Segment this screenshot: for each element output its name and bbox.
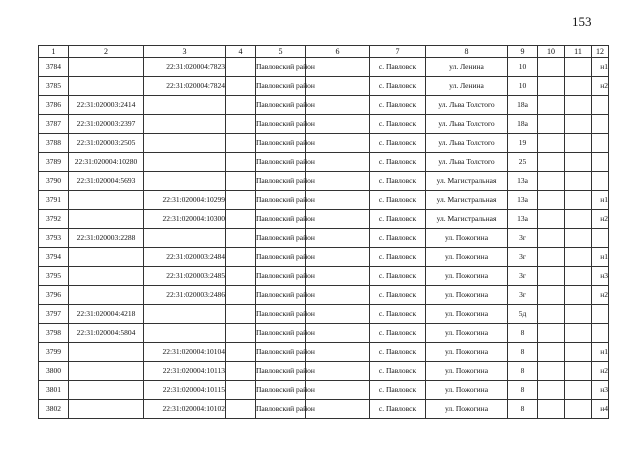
row-number: 3792 bbox=[39, 210, 69, 229]
row-number: 3794 bbox=[39, 248, 69, 267]
land-cadastral-number: 22:31:020004:4218 bbox=[69, 305, 144, 324]
table-row bbox=[39, 324, 609, 343]
house-number: 3г bbox=[508, 248, 538, 267]
empty-cell bbox=[226, 191, 256, 210]
district-name: Павловский район bbox=[256, 248, 306, 267]
building-cadastral-number bbox=[144, 172, 226, 191]
empty-cell bbox=[538, 362, 565, 381]
premises-number bbox=[592, 153, 609, 172]
land-cadastral-number bbox=[69, 381, 144, 400]
table-row bbox=[39, 191, 609, 210]
table-row bbox=[39, 248, 609, 267]
land-cadastral-number: 22:31:020003:2414 bbox=[69, 96, 144, 115]
table-row bbox=[39, 229, 609, 248]
table-row bbox=[39, 362, 609, 381]
land-cadastral-number bbox=[69, 362, 144, 381]
land-cadastral-number: 22:31:020004:5804 bbox=[69, 324, 144, 343]
empty-cell bbox=[306, 210, 370, 229]
row-number: 3791 bbox=[39, 191, 69, 210]
house-number: 13а bbox=[508, 172, 538, 191]
district-name: Павловский район bbox=[256, 58, 306, 77]
table-row bbox=[39, 58, 609, 77]
empty-cell bbox=[565, 305, 592, 324]
column-header: 8 bbox=[426, 46, 508, 58]
empty-cell bbox=[565, 58, 592, 77]
premises-number bbox=[592, 229, 609, 248]
empty-cell bbox=[565, 324, 592, 343]
street-name: ул. Магистральная bbox=[426, 191, 508, 210]
street-name: ул. Магистральная bbox=[426, 172, 508, 191]
table-row bbox=[39, 115, 609, 134]
street-name: ул. Ленина bbox=[426, 58, 508, 77]
land-cadastral-number: 22:31:020003:2505 bbox=[69, 134, 144, 153]
house-number: 18а bbox=[508, 115, 538, 134]
house-number: 3г bbox=[508, 267, 538, 286]
land-cadastral-number bbox=[69, 267, 144, 286]
district-name: Павловский район bbox=[256, 305, 306, 324]
building-cadastral-number: 22:31:020004:10104 bbox=[144, 343, 226, 362]
district-name: Павловский район bbox=[256, 267, 306, 286]
premises-number bbox=[592, 172, 609, 191]
empty-cell bbox=[538, 210, 565, 229]
premises-number: н3 bbox=[592, 267, 609, 286]
district-name: Павловский район bbox=[256, 286, 306, 305]
row-number: 3799 bbox=[39, 343, 69, 362]
settlement-name: с. Павловск bbox=[370, 191, 426, 210]
empty-cell bbox=[538, 96, 565, 115]
empty-cell bbox=[306, 286, 370, 305]
premises-number bbox=[592, 305, 609, 324]
building-cadastral-number bbox=[144, 229, 226, 248]
building-cadastral-number bbox=[144, 153, 226, 172]
district-name: Павловский район bbox=[256, 343, 306, 362]
district-name: Павловский район bbox=[256, 115, 306, 134]
empty-cell bbox=[226, 58, 256, 77]
house-number: 5д bbox=[508, 305, 538, 324]
settlement-name: с. Павловск bbox=[370, 400, 426, 419]
empty-cell bbox=[226, 286, 256, 305]
table-row bbox=[39, 267, 609, 286]
empty-cell bbox=[565, 267, 592, 286]
house-number: 10 bbox=[508, 77, 538, 96]
building-cadastral-number: 22:31:020003:2485 bbox=[144, 267, 226, 286]
row-number: 3786 bbox=[39, 96, 69, 115]
empty-cell bbox=[306, 96, 370, 115]
header-row bbox=[39, 46, 609, 58]
premises-number: н2 bbox=[592, 286, 609, 305]
settlement-name: с. Павловск bbox=[370, 248, 426, 267]
empty-cell bbox=[565, 115, 592, 134]
street-name: ул. Пожогина bbox=[426, 267, 508, 286]
building-cadastral-number: 22:31:020004:10300 bbox=[144, 210, 226, 229]
empty-cell bbox=[226, 362, 256, 381]
premises-number bbox=[592, 324, 609, 343]
empty-cell bbox=[226, 324, 256, 343]
empty-cell bbox=[538, 229, 565, 248]
empty-cell bbox=[538, 400, 565, 419]
house-number: 25 bbox=[508, 153, 538, 172]
row-number: 3797 bbox=[39, 305, 69, 324]
column-header: 11 bbox=[565, 46, 592, 58]
empty-cell bbox=[226, 400, 256, 419]
house-number: 19 bbox=[508, 134, 538, 153]
table-row bbox=[39, 305, 609, 324]
empty-cell bbox=[538, 134, 565, 153]
land-cadastral-number bbox=[69, 210, 144, 229]
empty-cell bbox=[226, 267, 256, 286]
row-number: 3801 bbox=[39, 381, 69, 400]
empty-cell bbox=[306, 324, 370, 343]
empty-cell bbox=[306, 381, 370, 400]
settlement-name: с. Павловск bbox=[370, 115, 426, 134]
district-name: Павловский район bbox=[256, 172, 306, 191]
empty-cell bbox=[538, 267, 565, 286]
column-header: 5 bbox=[256, 46, 306, 58]
street-name: ул. Льва Толстого bbox=[426, 96, 508, 115]
page-number: 153 bbox=[572, 14, 592, 29]
empty-cell bbox=[565, 96, 592, 115]
building-cadastral-number bbox=[144, 134, 226, 153]
row-number: 3795 bbox=[39, 267, 69, 286]
premises-number: н3 bbox=[592, 381, 609, 400]
premises-number bbox=[592, 134, 609, 153]
premises-number: н4 bbox=[592, 400, 609, 419]
land-cadastral-number bbox=[69, 58, 144, 77]
empty-cell bbox=[538, 343, 565, 362]
table-row bbox=[39, 77, 609, 96]
district-name: Павловский район bbox=[256, 229, 306, 248]
street-name: ул. Льва Толстого bbox=[426, 115, 508, 134]
premises-number: н1 bbox=[592, 191, 609, 210]
table-row bbox=[39, 343, 609, 362]
table-row bbox=[39, 381, 609, 400]
empty-cell bbox=[565, 362, 592, 381]
row-number: 3789 bbox=[39, 153, 69, 172]
empty-cell bbox=[565, 286, 592, 305]
settlement-name: с. Павловск bbox=[370, 305, 426, 324]
empty-cell bbox=[565, 172, 592, 191]
house-number: 13а bbox=[508, 191, 538, 210]
premises-number bbox=[592, 115, 609, 134]
empty-cell bbox=[538, 77, 565, 96]
row-number: 3796 bbox=[39, 286, 69, 305]
street-name: ул. Льва Толстого bbox=[426, 134, 508, 153]
empty-cell bbox=[226, 77, 256, 96]
premises-number: н2 bbox=[592, 210, 609, 229]
premises-number: н1 bbox=[592, 58, 609, 77]
settlement-name: с. Павловск bbox=[370, 381, 426, 400]
column-header: 7 bbox=[370, 46, 426, 58]
district-name: Павловский район bbox=[256, 77, 306, 96]
building-cadastral-number: 22:31:020004:7823 bbox=[144, 58, 226, 77]
premises-number: н1 bbox=[592, 248, 609, 267]
column-header: 12 bbox=[592, 46, 609, 58]
empty-cell bbox=[565, 77, 592, 96]
column-header: 3 bbox=[144, 46, 226, 58]
empty-cell bbox=[565, 153, 592, 172]
settlement-name: с. Павловск bbox=[370, 96, 426, 115]
settlement-name: с. Павловск bbox=[370, 134, 426, 153]
empty-cell bbox=[565, 400, 592, 419]
row-number: 3793 bbox=[39, 229, 69, 248]
empty-cell bbox=[306, 362, 370, 381]
empty-cell bbox=[565, 229, 592, 248]
land-cadastral-number bbox=[69, 248, 144, 267]
empty-cell bbox=[538, 58, 565, 77]
land-cadastral-number bbox=[69, 343, 144, 362]
column-header: 10 bbox=[538, 46, 565, 58]
district-name: Павловский район bbox=[256, 191, 306, 210]
building-cadastral-number bbox=[144, 96, 226, 115]
empty-cell bbox=[306, 400, 370, 419]
table-row bbox=[39, 153, 609, 172]
house-number: 8 bbox=[508, 362, 538, 381]
empty-cell bbox=[538, 286, 565, 305]
house-number: 3г bbox=[508, 286, 538, 305]
empty-cell bbox=[565, 381, 592, 400]
premises-number: н2 bbox=[592, 77, 609, 96]
empty-cell bbox=[565, 191, 592, 210]
district-name: Павловский район bbox=[256, 362, 306, 381]
empty-cell bbox=[306, 343, 370, 362]
house-number: 18а bbox=[508, 96, 538, 115]
empty-cell bbox=[538, 248, 565, 267]
street-name: ул. Пожогина bbox=[426, 324, 508, 343]
empty-cell bbox=[306, 77, 370, 96]
settlement-name: с. Павловск bbox=[370, 286, 426, 305]
premises-number: н1 bbox=[592, 343, 609, 362]
empty-cell bbox=[538, 115, 565, 134]
settlement-name: с. Павловск bbox=[370, 172, 426, 191]
street-name: ул. Пожогина bbox=[426, 400, 508, 419]
land-cadastral-number: 22:31:020003:2288 bbox=[69, 229, 144, 248]
empty-cell bbox=[306, 305, 370, 324]
house-number: 8 bbox=[508, 343, 538, 362]
row-number: 3798 bbox=[39, 324, 69, 343]
district-name: Павловский район bbox=[256, 381, 306, 400]
empty-cell bbox=[565, 134, 592, 153]
building-cadastral-number: 22:31:020004:10115 bbox=[144, 381, 226, 400]
row-number: 3802 bbox=[39, 400, 69, 419]
empty-cell bbox=[538, 381, 565, 400]
table-row bbox=[39, 96, 609, 115]
column-header: 2 bbox=[69, 46, 144, 58]
settlement-name: с. Павловск bbox=[370, 267, 426, 286]
house-number: 8 bbox=[508, 400, 538, 419]
street-name: ул. Пожогина bbox=[426, 229, 508, 248]
empty-cell bbox=[538, 153, 565, 172]
table-row bbox=[39, 210, 609, 229]
building-cadastral-number: 22:31:020004:7824 bbox=[144, 77, 226, 96]
table-row bbox=[39, 286, 609, 305]
district-name: Павловский район bbox=[256, 324, 306, 343]
settlement-name: с. Павловск bbox=[370, 210, 426, 229]
street-name: ул. Пожогина bbox=[426, 362, 508, 381]
house-number: 13а bbox=[508, 210, 538, 229]
empty-cell bbox=[538, 305, 565, 324]
empty-cell bbox=[226, 153, 256, 172]
building-cadastral-number: 22:31:020004:10113 bbox=[144, 362, 226, 381]
land-cadastral-number: 22:31:020004:10280 bbox=[69, 153, 144, 172]
settlement-name: с. Павловск bbox=[370, 324, 426, 343]
building-cadastral-number: 22:31:020004:10299 bbox=[144, 191, 226, 210]
row-number: 3784 bbox=[39, 58, 69, 77]
row-number: 3788 bbox=[39, 134, 69, 153]
empty-cell bbox=[306, 229, 370, 248]
empty-cell bbox=[565, 210, 592, 229]
settlement-name: с. Павловск bbox=[370, 58, 426, 77]
house-number: 10 bbox=[508, 58, 538, 77]
empty-cell bbox=[306, 153, 370, 172]
land-cadastral-number bbox=[69, 191, 144, 210]
street-name: ул. Льва Толстого bbox=[426, 153, 508, 172]
settlement-name: с. Павловск bbox=[370, 77, 426, 96]
empty-cell bbox=[306, 58, 370, 77]
empty-cell bbox=[226, 229, 256, 248]
empty-cell bbox=[226, 248, 256, 267]
street-name: ул. Пожогина bbox=[426, 381, 508, 400]
registry-table bbox=[38, 45, 609, 419]
table-row bbox=[39, 134, 609, 153]
empty-cell bbox=[226, 343, 256, 362]
column-header: 1 bbox=[39, 46, 69, 58]
row-number: 3787 bbox=[39, 115, 69, 134]
table-row bbox=[39, 400, 609, 419]
street-name: ул. Пожогина bbox=[426, 343, 508, 362]
building-cadastral-number bbox=[144, 324, 226, 343]
settlement-name: с. Павловск bbox=[370, 362, 426, 381]
land-cadastral-number bbox=[69, 77, 144, 96]
house-number: 8 bbox=[508, 324, 538, 343]
empty-cell bbox=[538, 191, 565, 210]
building-cadastral-number bbox=[144, 115, 226, 134]
building-cadastral-number bbox=[144, 305, 226, 324]
land-cadastral-number: 22:31:020004:5693 bbox=[69, 172, 144, 191]
street-name: ул. Пожогина bbox=[426, 248, 508, 267]
district-name: Павловский район bbox=[256, 210, 306, 229]
empty-cell bbox=[226, 172, 256, 191]
column-header: 4 bbox=[226, 46, 256, 58]
column-header: 6 bbox=[306, 46, 370, 58]
street-name: ул. Магистральная bbox=[426, 210, 508, 229]
row-number: 3785 bbox=[39, 77, 69, 96]
district-name: Павловский район bbox=[256, 400, 306, 419]
empty-cell bbox=[226, 305, 256, 324]
district-name: Павловский район bbox=[256, 134, 306, 153]
premises-number: н2 bbox=[592, 362, 609, 381]
table-row bbox=[39, 172, 609, 191]
registry-body bbox=[39, 58, 609, 419]
settlement-name: с. Павловск bbox=[370, 153, 426, 172]
settlement-name: с. Павловск bbox=[370, 343, 426, 362]
row-number: 3800 bbox=[39, 362, 69, 381]
building-cadastral-number: 22:31:020003:2484 bbox=[144, 248, 226, 267]
column-header: 9 bbox=[508, 46, 538, 58]
empty-cell bbox=[565, 343, 592, 362]
empty-cell bbox=[306, 248, 370, 267]
street-name: ул. Пожогина bbox=[426, 286, 508, 305]
house-number: 8 bbox=[508, 381, 538, 400]
row-number: 3790 bbox=[39, 172, 69, 191]
district-name: Павловский район bbox=[256, 153, 306, 172]
empty-cell bbox=[226, 134, 256, 153]
empty-cell bbox=[306, 115, 370, 134]
empty-cell bbox=[306, 267, 370, 286]
land-cadastral-number: 22:31:020003:2397 bbox=[69, 115, 144, 134]
empty-cell bbox=[306, 134, 370, 153]
house-number: 3г bbox=[508, 229, 538, 248]
premises-number bbox=[592, 96, 609, 115]
empty-cell bbox=[226, 115, 256, 134]
land-cadastral-number bbox=[69, 286, 144, 305]
empty-cell bbox=[226, 381, 256, 400]
district-name: Павловский район bbox=[256, 96, 306, 115]
empty-cell bbox=[306, 191, 370, 210]
street-name: ул. Ленина bbox=[426, 77, 508, 96]
street-name: ул. Пожогина bbox=[426, 305, 508, 324]
building-cadastral-number: 22:31:020003:2486 bbox=[144, 286, 226, 305]
empty-cell bbox=[306, 172, 370, 191]
empty-cell bbox=[226, 96, 256, 115]
empty-cell bbox=[565, 248, 592, 267]
empty-cell bbox=[226, 210, 256, 229]
empty-cell bbox=[538, 172, 565, 191]
building-cadastral-number: 22:31:020004:10102 bbox=[144, 400, 226, 419]
settlement-name: с. Павловск bbox=[370, 229, 426, 248]
empty-cell bbox=[538, 324, 565, 343]
land-cadastral-number bbox=[69, 400, 144, 419]
